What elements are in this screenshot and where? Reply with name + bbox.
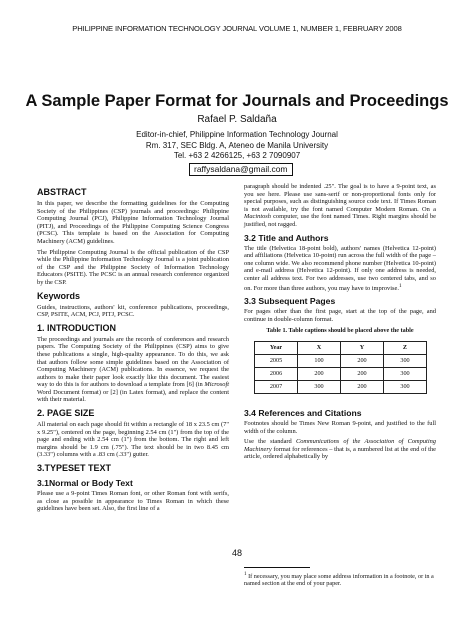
subsequent-pages-heading: 3.3 Subsequent Pages: [244, 296, 336, 307]
right-column: [244, 183, 436, 464]
body-text-a: paragraph should be indented .25". The goal is to have a 9-point text, as you see here. Please use sans-serif or non-proportional fonts only for special purposes, such as distinguishing source code text. If Times Roman is not available, try the font named Computer Modern Roman. On a: [244, 183, 436, 213]
title-authors-paragraph: [244, 245, 436, 293]
body-text-heading: 3.1Normal or Body Text: [37, 478, 133, 489]
references-paragraph-1: Footnotes should be Times New Roman 9-point, and justified to the full width of the column.: [244, 420, 436, 435]
abstract-paragraph-2: The Philippine Computing Journal is the official publication of the CSP while the Philippine Information Technology Journal is a joint publication of the CSP and the Philippine Society of Information Technology Educators (PSITE). The PCSC is an annual research conference organized by the CSP.: [37, 248, 229, 286]
table-cell: 200: [298, 368, 341, 381]
footnote-text: If necessary, you may place some address information in a footnote, or in a named section at the end of your paper.: [244, 573, 434, 588]
references-text-a: Use the standard: [244, 438, 296, 446]
author-name: Rafael P. Saldaña: [197, 114, 277, 125]
author-email: raffysaldana@gmail.com: [189, 163, 293, 176]
intro-text-b: Word Document format) or [2] (in Latex format), and replace the content with their material.: [37, 388, 229, 404]
typeset-text-heading: 3.TYPESET TEXT: [37, 463, 112, 474]
table-caption: Table 1. Table captions should be placed above the table: [266, 327, 414, 335]
abstract-heading: ABSTRACT: [37, 187, 87, 197]
table-cell: 300: [384, 381, 427, 394]
table-cell: 200: [341, 355, 384, 368]
footnote-number: 1: [244, 571, 247, 577]
running-header: PHILIPPINE INFORMATION TECHNOLOGY JOURNAL VOLUME 1, NUMBER 1, FEBRUARY 2008: [72, 24, 402, 33]
references-paragraph-2: [244, 438, 436, 461]
affiliation-line-1: Editor-in-chief, Philippine Information Technology Journal: [136, 130, 338, 139]
title-authors-heading: 3.2 Title and Authors: [244, 232, 329, 243]
intro-text-italic: Microsoft: [204, 381, 229, 389]
affiliation-line-3: Tel. +63 2 4266125, +63 2 7090907: [173, 151, 301, 160]
table-cell: 2005: [255, 355, 298, 368]
table-cell: 100: [298, 355, 341, 368]
footnote-marker: 1: [398, 282, 402, 289]
table-cell: 300: [384, 368, 427, 381]
table-header-cell: X: [298, 342, 341, 355]
table-cell: 300: [384, 355, 427, 368]
table-header-cell: Year: [255, 342, 298, 355]
introduction-heading: 1. INTRODUCTION: [37, 322, 117, 333]
table-header-row: [255, 342, 427, 355]
table-cell: 300: [298, 381, 341, 394]
table-row: [255, 368, 427, 381]
page-size-paragraph: All material on each page should fit within a rectangle of 18 x 23.5 cm (7" x 9.25"), centered on the page, beginning 2.54 cm (1") from the top of the page and ending with 2.54 cm (1") from the bottom. The right and left margins should be 1.9 cm (.75"). The text should be in two 8.45 cm (3.33") columns with a .83 cm (.33") gutter.: [37, 421, 229, 459]
references-text-italic: Communications of the Association of Computing Machinery: [244, 438, 436, 453]
references-text-b: format for references – that is, a numbered list at the end of the article, ordered alphabetically by: [244, 445, 436, 461]
body-text-italic: Macintosh: [244, 213, 271, 221]
table-cell: 200: [341, 381, 384, 394]
table-header-cell: Z: [384, 342, 427, 355]
references-heading: 3.4 References and Citations: [244, 408, 362, 419]
title-authors-text: The title (Helvetica 18-point bold), authors' names (Helvetica 12-point) and affiliations (Helvetica 10-point) run across the full width of the page – one column wide. We also recommend phone number (Helvetica 10-point) and e-mail address (Helvetica 12-point). If only one address is needed, center all address text. For two addresses, use two centered tabs, and so on. For more than three authors, you may have to improvise.: [244, 244, 436, 292]
data-table: [254, 341, 427, 394]
table-cell: 2007: [255, 381, 298, 394]
left-column: [37, 183, 229, 516]
intro-text-a: The proceedings and journals are the records of conferences and research papers. The Computing Society of the Philippines (CSP) aims to give these publications a single, high-quality appearance. To do this, we ask that authors follow some simple guidelines based on the Association of Computing Machinery (ACM) publications. In essence, we request the authors to make their paper look exactly like this document. The easiest way to do this is for authors to download a template from [6] (in: [37, 335, 229, 389]
table-cell: 2006: [255, 368, 298, 381]
affiliation-line-2: Rm. 317, SEC Bldg. A, Ateneo de Manila University: [145, 141, 329, 150]
footnote-divider: [244, 567, 310, 568]
page-size-heading: 2. PAGE SIZE: [37, 408, 95, 419]
body-text-paragraph: Please use a 9-point Times Roman font, or other Roman font with serifs, as close as possible in appearance to Times Roman in which these guidelines have been set. Also, the first line of a: [37, 490, 229, 513]
subsequent-pages-paragraph: For pages other than the first page, start at the top of the page, and continue in double-column format.: [244, 308, 436, 323]
paper-title: A Sample Paper Format for Journals and Proceedings: [25, 92, 449, 110]
footnote: [244, 571, 436, 588]
body-text-continued: [244, 183, 436, 229]
page-number: 48: [231, 548, 242, 558]
table-row: [255, 355, 427, 368]
introduction-paragraph: [37, 336, 229, 404]
table-row: [255, 381, 427, 394]
keywords-text: Guides, instructions, authors' kit, conference publications, proceedings, CSP, PSITE, ACM, PCJ, PITJ, PCSC.: [37, 303, 229, 319]
abstract-paragraph-1: In this paper, we describe the formatting guidelines for the Computing Society of the Philippines (CSP) journals and proceedings: Philippine Computing Journal (PCJ), Philippine Information Technology Journal (PITJ), and Proceedings of the Philippine Computing Science Congress (PCSC). This template is based on the Association for Computing Machinery (ACM) guidelines.: [37, 200, 229, 245]
table-cell: 200: [341, 368, 384, 381]
keywords-heading: Keywords: [37, 290, 81, 301]
table-header-cell: Y: [341, 342, 384, 355]
body-text-b: computer, use the font named Times. Right margins should be justified, not ragged.: [244, 213, 436, 228]
